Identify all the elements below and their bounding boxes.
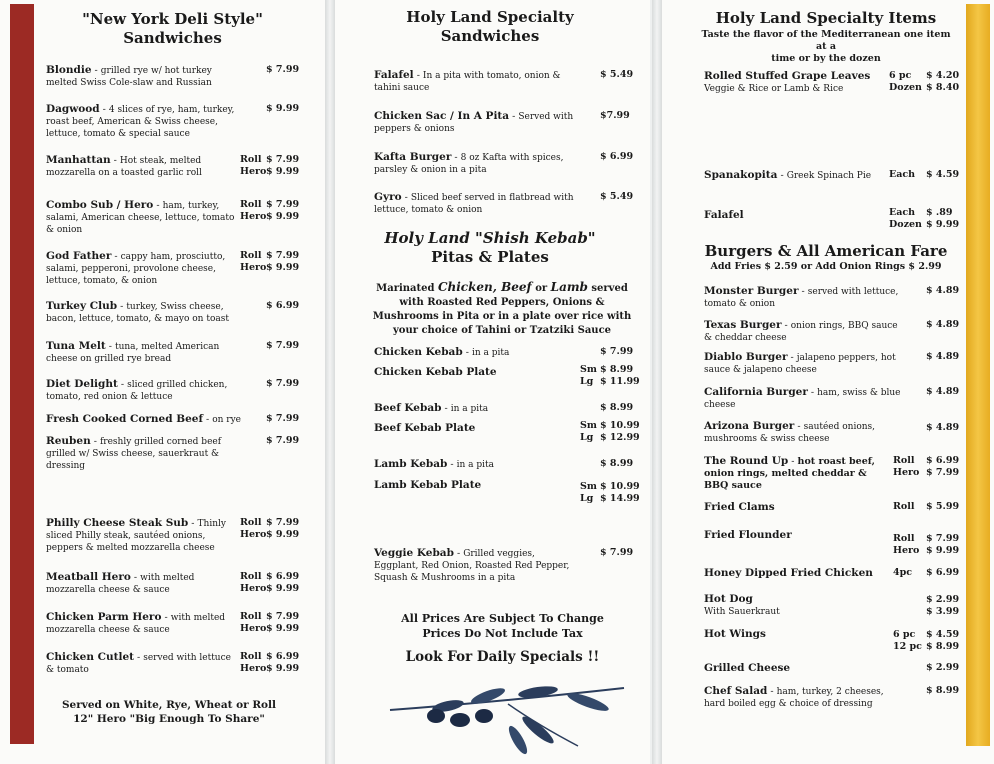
menu-item: Diablo Burger - jalapeno peppers, hot sauce & jalapeno cheese [704,351,896,375]
item-desc: Sliced beef served in flatbread with lettuce, tomato & onion [374,193,574,215]
item-name: Fried Flounder [704,529,792,541]
item-price: $ 7.99 $ 9.99 [926,533,960,556]
section-title-specialty-items: Holy Land Specialty Items [715,9,937,27]
menu-item [374,366,574,379]
item-desc: Hot steak, melted mozzarella on a toasted garlic roll [46,156,202,178]
item-name: Kafta Burger [374,151,452,163]
item-price: $ .89 $ 9.99 [926,207,960,230]
item-name: Manhattan [46,154,111,166]
item-price: $ 6.99 [926,567,960,578]
item-name: Diablo Burger [704,351,788,363]
item-name: Chicken Sac / In A Pita [374,110,510,122]
item-price: $ 7.99 [600,547,634,558]
subtitle-line: time or by the dozen [771,53,881,64]
item-desc: on rye [212,415,242,425]
item-price: $ 9.99 [266,103,300,114]
menu-item: Monster Burger - served with lettuce, tomato & onion [704,285,899,309]
item-sizes: Roll Hero [240,651,267,674]
item-desc: Thinly sliced Philly steak, sautéed onions, peppers & melted mozzarella cheese [46,519,226,553]
menu-item [704,593,884,618]
item-sizes: Sm Lg [580,481,597,504]
item-sizes: 4pc [893,567,913,578]
item-name: Gyro [374,191,402,203]
item-sizes: Roll Hero [893,533,920,556]
fold-shadow [325,0,335,764]
item-price: $ 7.99 [266,64,300,75]
menu-item [704,628,884,641]
item-price: $ 10.99 $ 14.99 [600,481,640,504]
title-line: Holy Land Specialty [406,8,574,26]
item-name: Reuben [46,435,91,447]
item-sizes: Roll Hero [240,611,267,634]
menu-item [704,567,894,580]
section-title-holy-land-sandwiches [360,8,620,46]
item-name: The Round Up [704,455,789,467]
item-desc: 8 oz Kafta with spices, parsley & onion in a pita [374,153,564,175]
menu-item: God Father - cappy ham, prosciutto, salami, pepperoni, provolone cheese, lettuce, tomato, & onion [46,250,226,286]
item-sizes: Sm Lg [580,364,597,387]
item-desc: hot roast beef, onion rings, melted cheddar & BBQ sauce [704,456,875,491]
item-desc: Veggie & Rice or Lamb & Rice [704,84,844,94]
menu-item [374,479,574,492]
item-price: $ 5.49 [600,191,634,202]
item-price: $ 7.99 [266,435,300,446]
menu-item: Gyro - Sliced beef served in flatbread with lettuce, tomato & onion [374,191,574,215]
intro-text: or [531,283,551,294]
footer-line: Served on White, Rye, Wheat or Roll [61,699,277,711]
section-title-ny-deli [40,10,305,48]
menu-item [704,529,884,542]
menu-item: Dagwood - 4 slices of rye, ham, turkey, roast beef, American & Swiss cheese, lettuce, tomato & special sauce [46,103,235,139]
menu-item: Chicken Cutlet - served with lettuce & tomato [46,651,231,675]
menu-item: Arizona Burger - sautéed onions, mushrooms & swiss cheese [704,420,876,444]
item-price: $ 7.99 $ 9.99 [266,199,300,222]
item-name: Lamb Kebab Plate [374,479,482,491]
item-desc: served with lettuce & tomato [46,653,231,675]
menu-item [374,422,574,435]
item-desc: Greek Spinach Pie [786,171,872,181]
subtitle-line: Taste the flavor of the Mediterranean one item at a [701,29,951,52]
item-sizes: Roll Hero [240,517,267,540]
intro-lamb: Lamb [550,280,588,294]
item-name: God Father [46,250,112,262]
item-desc: tuna, melted American cheese on grilled rye bread [46,342,220,364]
item-price: $ 4.59 $ 8.99 [926,629,960,652]
item-sizes: 6 pc Dozen [889,70,922,93]
item-name: Arizona Burger [704,420,795,432]
item-price: $ 7.99 [266,340,300,351]
item-desc: jalapeno peppers, hot sauce & jalapeno cheese [704,353,896,375]
item-desc: with melted mozzarella cheese & sauce [46,613,226,635]
menu-item [704,662,884,675]
menu-item [704,501,884,514]
item-price: $ 5.99 [926,501,960,512]
item-desc: Served with peppers & onions [374,112,574,134]
menu-item: Beef Kebab - in a pita [374,402,489,414]
item-name: Fried Clams [704,501,775,513]
bread-footer [44,698,294,726]
menu-item: The Round Up - hot roast beef, onion rings, melted cheddar & BBQ sauce [704,455,875,491]
menu-item: Fresh Cooked Corned Beef - on rye [46,413,242,425]
item-price: $ 4.89 [926,351,960,362]
item-desc: ham, swiss & blue cheese [704,388,901,410]
intro-meats: Chicken, Beef [437,280,532,294]
menu-item: Turkey Club - turkey, Swiss cheese, bacon, lettuce, tomato, & mayo on toast [46,300,229,324]
item-price: $ 8.99 [600,402,634,413]
item-name: Chicken Kebab Plate [374,366,497,378]
item-price: $ 8.99 [600,458,634,469]
item-desc: with melted mozzarella cheese & sauce [46,573,195,595]
item-price: $ 4.59 [926,169,960,180]
item-price: $ 7.99 [266,413,300,424]
gold-border-stripe [966,4,990,746]
menu-item: Blondie - grilled rye w/ hot turkey melted Swiss Cole-slaw and Russian [46,64,212,88]
fold-shadow [652,0,662,764]
item-desc: onion rings, BBQ sauce & cheddar cheese [704,321,898,343]
menu-item: Lamb Kebab - in a pita [374,458,494,470]
item-name: Philly Cheese Steak Sub [46,517,189,529]
item-sizes: 6 pc 12 pc [893,629,922,652]
item-name: Turkey Club [46,300,118,312]
item-desc: served with lettuce, tomato & onion [704,287,899,309]
section-title-burgers: Burgers & All American Fare [704,242,948,260]
item-name: Meatball Hero [46,571,131,583]
section-title-shish-kebab [360,229,620,267]
item-sizes: Roll Hero [240,571,267,594]
item-name: Beef Kebab Plate [374,422,476,434]
specialty-subtitle [695,29,957,65]
item-price: $ 7.99 $ 9.99 [266,611,300,634]
item-desc: sliced grilled chicken, tomato, red onion & lettuce [46,380,228,402]
item-name: Hot Wings [704,628,766,640]
item-sizes: Roll Hero [240,154,267,177]
item-name: Combo Sub / Hero [46,199,154,211]
item-name: Chicken Cutlet [46,651,134,663]
item-desc: in a pita [450,404,489,414]
item-sizes: Roll Hero [240,250,267,273]
menu-item: Kafta Burger - 8 oz Kafta with spices, parsley & onion in a pita [374,151,564,175]
item-price: $ 7.99 [600,346,634,357]
menu-item: Diet Delight - sliced grilled chicken, tomato, red onion & lettuce [46,378,228,402]
item-name: Blondie [46,64,92,76]
item-name: Beef Kebab [374,402,442,414]
item-name: Falafel [704,209,744,221]
item-name: Fresh Cooked Corned Beef [46,413,203,425]
item-name: Falafel [374,69,414,81]
footer-line: 12" Hero "Big Enough To Share" [73,713,265,725]
intro-text: Marinated [376,283,438,294]
item-price: $ 2.99 [926,662,960,673]
menu-item: Chicken Sac / In A Pita - Served with peppers & onions [374,110,574,134]
menu-item: Texas Burger - onion rings, BBQ sauce & cheddar cheese [704,319,898,343]
item-name: Honey Dipped Fried Chicken [704,567,873,579]
title-line: Pitas & Plates [431,248,549,266]
item-desc: Grilled veggies, Eggplant, Red Onion, Roasted Red Pepper, Squash & Mushrooms in a pita [374,549,570,583]
menu-item: Spanakopita - Greek Spinach Pie [704,169,872,181]
item-price: $ 4.20 $ 8.40 [926,70,960,93]
intro-text: served with Roasted Red Peppers, Onions & Mushrooms in Pita or in a plate over rice with your choice of Tahini or Tzatziki Sauce [372,283,632,336]
item-desc: in a pita [471,348,510,358]
item-sizes: Sm Lg [580,420,597,443]
item-price: $ 7.99 $ 9.99 [266,250,300,273]
notice-line: All Prices Are Subject To Change [401,612,604,625]
menu-item: Combo Sub / Hero - ham, turkey, salami, American cheese, lettuce, tomato & onion [46,199,235,235]
price-notice [370,611,635,641]
item-name: Diet Delight [46,378,118,390]
item-name: Texas Burger [704,319,782,331]
burgers-addons: Add Fries $ 2.59 or Add Onion Rings $ 2.99 [710,261,942,272]
item-name: Lamb Kebab [374,458,448,470]
item-price: $ 8.99 [926,685,960,696]
item-desc: freshly grilled corned beef grilled w/ Swiss cheese, sauerkraut & dressing [46,437,222,471]
item-sizes: Roll Hero [893,455,920,478]
item-price: $ 4.89 [926,386,960,397]
item-price: $ 6.99 [600,151,634,162]
olive-branch-icon [388,680,628,756]
menu-item: Chef Salad - ham, turkey, 2 cheeses, hard boiled egg & choice of dressing [704,685,884,709]
item-desc: in a pita [456,460,494,470]
item-price: $ 7.99 $ 9.99 [266,517,300,540]
menu-item: Reuben - freshly grilled corned beef grilled w/ Swiss cheese, sauerkraut & dressing [46,435,222,471]
item-price: $ 8.99 $ 11.99 [600,364,640,387]
menu-item: Tuna Melt - tuna, melted American cheese on grilled rye bread [46,340,220,364]
item-price: $ 10.99 $ 12.99 [600,420,640,443]
menu-item [704,70,884,95]
title-line: "New York Deli Style" [82,10,263,28]
item-sizes: Each Dozen [889,207,922,230]
item-sizes: Each [889,169,916,180]
item-desc: With Sauerkraut [704,607,780,617]
menu-item: Chicken Parm Hero - with melted mozzarella cheese & sauce [46,611,226,635]
item-name: Dagwood [46,103,100,115]
item-name: California Burger [704,386,808,398]
menu-item: Falafel - In a pita with tomato, onion & tahini sauce [374,69,561,93]
item-price: $ 4.89 [926,319,960,330]
item-price: $ 7.99 [266,378,300,389]
menu-item: Manhattan - Hot steak, melted mozzarella on a toasted garlic roll [46,154,202,178]
red-border-stripe [10,4,34,744]
item-desc: sautéed onions, mushrooms & swiss cheese [704,422,876,444]
item-sizes: Roll Hero [240,199,267,222]
item-desc: ham, turkey, 2 cheeses, hard boiled egg & choice of dressing [704,687,884,709]
item-price: $ 6.99 $ 7.99 [926,455,960,478]
item-desc: turkey, Swiss cheese, bacon, lettuce, tomato, & mayo on toast [46,302,229,324]
item-price: $ 6.99 [266,300,300,311]
menu-item: Veggie Kebab - Grilled veggies, Eggplant, Red Onion, Roasted Red Pepper, Squash & Mushrooms in a pita [374,547,570,583]
item-desc: cappy ham, prosciutto, salami, pepperoni, provolone cheese, lettuce, tomato, & onion [46,252,226,286]
item-name: Chef Salad [704,685,768,697]
kebab-intro [368,280,636,338]
item-name: Monster Burger [704,285,799,297]
menu-item: Philly Cheese Steak Sub - Thinly sliced Philly steak, sautéed onions, peppers & melted mozzarella cheese [46,517,226,553]
item-sizes: Roll [893,501,915,512]
item-desc: grilled rye w/ hot turkey melted Swiss Cole-slaw and Russian [46,66,212,88]
daily-specials: Look For Daily Specials !! [405,649,600,665]
title-line: Sandwiches [440,27,540,45]
item-price: $ 2.99 $ 3.99 [926,594,960,617]
item-price: $ 4.89 [926,285,960,296]
item-price: $ 7.99 $ 9.99 [266,154,300,177]
notice-line: Prices Do Not Include Tax [422,627,583,640]
item-name: Spanakopita [704,169,778,181]
item-name: Tuna Melt [46,340,106,352]
item-price: $ 5.49 [600,69,634,80]
title-line: Holy Land "Shish Kebab" [384,229,596,247]
item-desc: In a pita with tomato, onion & tahini sauce [374,71,561,93]
menu-item: Chicken Kebab - in a pita [374,346,510,358]
item-price: $ 6.99 $ 9.99 [266,651,300,674]
title-line: Sandwiches [123,29,222,47]
item-desc: 4 slices of rye, ham, turkey, roast beef, American & Swiss cheese, lettuce, tomato & special sauce [46,105,235,139]
item-name: Grilled Cheese [704,662,791,674]
item-name: Rolled Stuffed Grape Leaves [704,70,871,82]
menu-item [704,209,884,222]
item-name: Chicken Kebab [374,346,463,358]
item-name: Veggie Kebab [374,547,454,559]
menu-item: California Burger - ham, swiss & blue cheese [704,386,901,410]
item-price: $7.99 [600,110,630,121]
item-price: $ 6.99 $ 9.99 [266,571,300,594]
item-desc: ham, turkey, salami, American cheese, lettuce, tomato & onion [46,201,235,235]
item-name: Hot Dog [704,593,753,605]
menu-item: Meatball Hero - with melted mozzarella cheese & sauce [46,571,195,595]
item-price: $ 4.89 [926,422,960,433]
item-name: Chicken Parm Hero [46,611,162,623]
